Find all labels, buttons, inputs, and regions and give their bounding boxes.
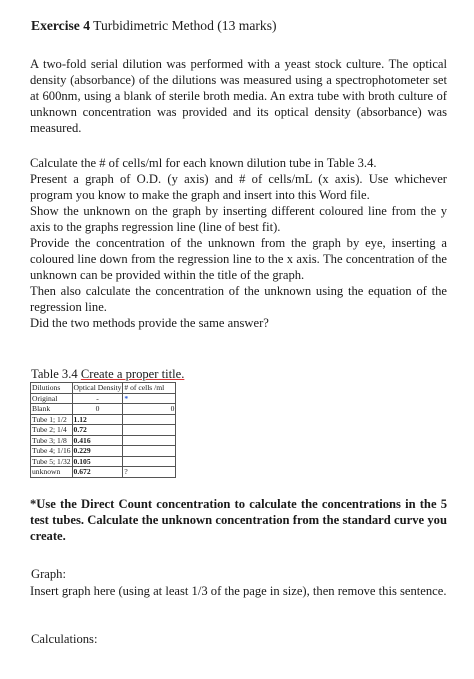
- cell-od: 1.12: [72, 414, 123, 425]
- table-header-row: [31, 383, 176, 394]
- cell-dilution: Original: [31, 393, 73, 404]
- data-table: [30, 382, 176, 478]
- table-row: [31, 393, 176, 404]
- calculations-label: Calculations:: [31, 632, 98, 646]
- table-row: [31, 404, 176, 415]
- table-caption-title: Create a proper title.: [80, 367, 185, 381]
- cell-cells: 0: [123, 404, 176, 415]
- header-optical-density: Optical Density: [73, 383, 122, 392]
- table-row: [31, 456, 176, 467]
- instruction-2: Present a graph of O.D. (y axis) and # of cells/mL (x axis). Use whichever program you know to make the graph and insert into this Word file.: [30, 172, 447, 202]
- cell-dilution: Tube 5; 1/32: [32, 456, 71, 466]
- cell-od: 0.229: [72, 446, 123, 457]
- cell-dilution: Tube 4; 1/16: [32, 446, 71, 455]
- cell-cells: [123, 425, 176, 436]
- cell-cells: ?: [123, 467, 176, 478]
- cell-cells: *: [123, 393, 176, 404]
- graph-instruction: Insert graph here (using at least 1/3 of the page in size), then remove this sentence.: [30, 584, 447, 598]
- header-cells-per-ml: # of cells /ml: [123, 383, 176, 394]
- cell-od: -: [72, 393, 123, 404]
- table-row: [31, 435, 176, 446]
- cell-od: 0.672: [72, 467, 123, 478]
- exercise-title: Turbidimetric Method (13 marks): [93, 18, 277, 33]
- header-dilutions: Dilutions: [31, 383, 73, 394]
- table-row: [31, 425, 176, 436]
- cell-dilution: Tube 1; 1/2: [31, 414, 73, 425]
- cell-dilution: Tube 2; 1/4: [31, 425, 73, 436]
- exercise-number: Exercise 4: [31, 18, 91, 33]
- cell-od: 0.416: [72, 435, 123, 446]
- cell-dilution: unknown: [31, 467, 73, 478]
- instruction-6: Did the two methods provide the same answer?: [30, 316, 269, 330]
- table-row: [31, 414, 176, 425]
- instruction-5: Then also calculate the concentration of the unknown using the equation of the regression line.: [30, 284, 447, 314]
- cell-cells: [123, 435, 176, 446]
- intro-paragraph: A two-fold serial dilution was performed with a yeast stock culture. The optical density (absorbance) of the dilutions was measured using a spectrophotometer set at 600nm, using a blank of sterile broth media. An extra tube with broth culture of unknown concentration was provided and its optical density (absorbance) was measured.: [30, 57, 447, 135]
- cell-od: 0: [72, 404, 123, 415]
- cell-od: 0.105: [72, 456, 123, 467]
- cell-dilution: Blank: [31, 404, 73, 415]
- table-caption: [31, 367, 184, 382]
- cell-dilution: Tube 3; 1/8: [31, 435, 73, 446]
- instructions: [30, 155, 447, 331]
- cell-cells: [123, 446, 176, 457]
- instruction-4: Provide the concentration of the unknown from the graph by eye, inserting a coloured line down from the regression line to the x axis. The concentration of the unknown can be provided within the title of the graph.: [30, 236, 447, 282]
- direct-count-note: *Use the Direct Count concentration to calculate the concentrations in the 5 test tubes. Calculate the unknown concentration from the standard curve you create.: [30, 497, 447, 543]
- table-row: [31, 467, 176, 478]
- exercise-heading: [31, 18, 277, 34]
- instruction-3: Show the unknown on the graph by inserting different coloured line from the y axis to the graphs regression line (line of best fit).: [30, 204, 447, 234]
- instruction-1: Calculate the # of cells/ml for each known dilution tube in Table 3.4.: [30, 156, 377, 170]
- cell-od: 0.72: [72, 425, 123, 436]
- table-caption-label: Table 3.4: [31, 367, 78, 381]
- graph-label: Graph:: [31, 567, 66, 581]
- cell-cells: [123, 414, 176, 425]
- table-row: [31, 446, 176, 457]
- cell-cells: [123, 456, 176, 467]
